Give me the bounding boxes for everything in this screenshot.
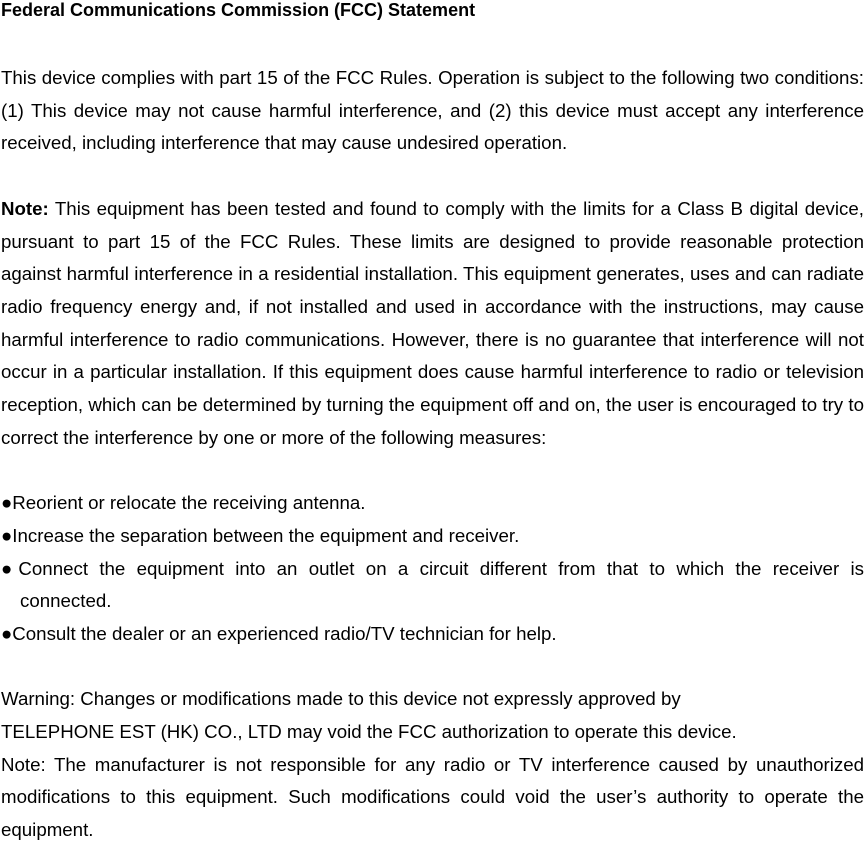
spacer xyxy=(1,454,864,487)
measure-item: ●Connect the equipment into an outlet on a circuit different from that to which the receiver is xyxy=(1,557,864,579)
measure-item: ●Increase the separation between the equipment and receiver. xyxy=(1,524,520,546)
warning-line: Warning: Changes or modifications made to this device not expressly approved by xyxy=(1,688,681,710)
spacer xyxy=(1,160,864,193)
note-paragraph xyxy=(1,193,864,455)
note-text: This equipment has been tested and found to comply with the limits for a Class B digital device, pursuant to part 15 of the FCC Rules. These limits are designed to provide reasonable protection against harmful interference in a residential installation. This equipment generates, uses and can radiate radio frequency energy and, if not installed and used in accordance with the instructions, may cause harmful interference to radio communications. However, there is no guarantee that interference will not occur in a particular installation. If this equipment does cause harmful interference to radio or television reception, which can be determined by turning the equipment off and on, the user is encouraged to try to correct the interference by one or more of the following measures: xyxy=(1,197,864,448)
measure-item: ●Reorient or relocate the receiving antenna. xyxy=(1,492,366,514)
page-title: Federal Communications Commission (FCC) Statement xyxy=(1,0,476,20)
measure-item-continuation xyxy=(1,585,864,618)
measure-continuation-text: connected. xyxy=(20,590,112,612)
warning-line: TELEPHONE EST (HK) CO., LTD may void the FCC authorization to operate this device. xyxy=(1,721,737,743)
spacer xyxy=(1,651,864,684)
measure-item: ●Consult the dealer or an experienced radio/TV technician for help. xyxy=(1,622,557,644)
final-note-paragraph: Note: The manufacturer is not responsible for any radio or TV interference caused by unauthorized modifications to this equipment. Such modifications could void the user’s authority to operate the equipment. xyxy=(1,753,864,841)
note-label: Note: xyxy=(1,197,49,219)
compliance-paragraph: This device complies with part 15 of the FCC Rules. Operation is subject to the following two conditions: (1) This device may not cause harmful interference, and (2) this device must accept any interference received, including interference that may cause undesired operation. xyxy=(1,67,864,154)
